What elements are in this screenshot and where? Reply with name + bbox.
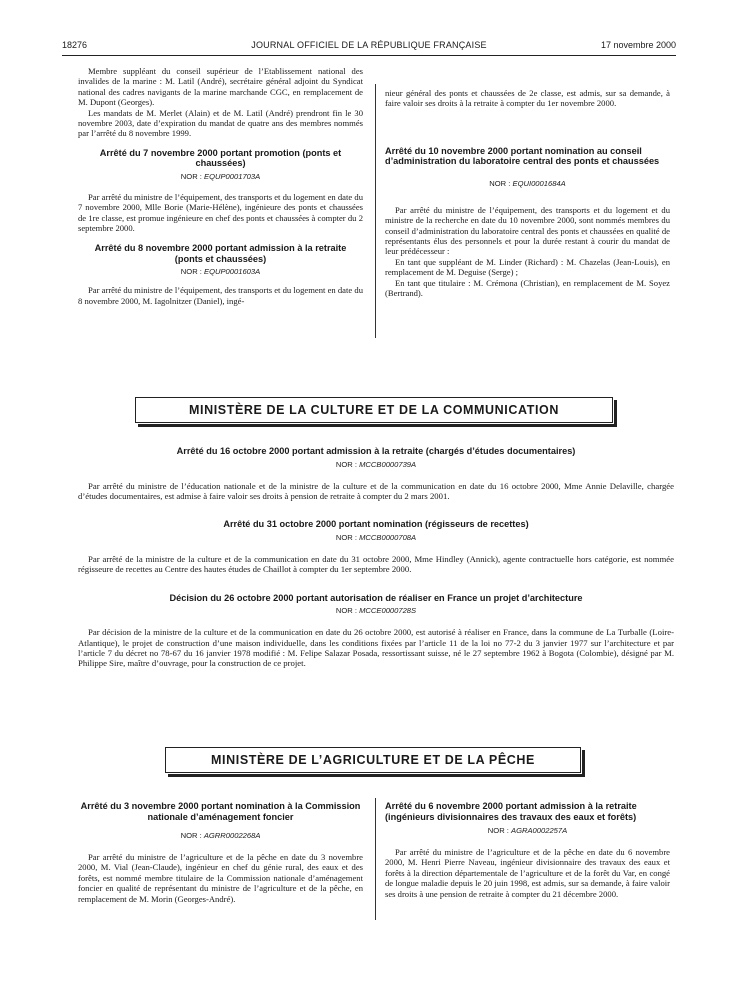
issue-date: 17 novembre 2000 <box>600 40 676 50</box>
column-divider <box>375 84 376 338</box>
nor-reference: NOR : MCCB0000739A <box>335 459 417 469</box>
paragraph: Par arrêté du ministre de l’agriculture et de la pêche en date du 6 novembre 2000, M. Henri Pierre Naveau, ingénieur divisionnaire des travaux des eaux et forêts à la direction départementale de l’agriculture et de la forêt du Var, en congé de longue maladie depuis le 20 juin 1998, est admis, sur sa demande, à faire valoir ses droits à une pension de retraite à compter du 21 décembre 2000. <box>385 847 670 899</box>
nor-reference: NOR : EQUP0001703A <box>180 171 261 181</box>
decree-title: Arrêté du 3 novembre 2000 portant nomination à la Commission nationale d’aménagement foncier <box>80 801 361 822</box>
paragraph: Par arrêté du ministre de l’équipement, des transports et du logement en date du 8 novembre 2000, M. Iagolnitzer (Daniel), ingé- <box>78 285 363 306</box>
nor-reference: NOR : AGRR0002268A <box>180 831 261 840</box>
column-divider <box>375 798 376 920</box>
paragraph: Par décision de la ministre de la culture et de la communication en date du 26 octobre 2000, est autorisé à réaliser en France, dans la commune de La Turballe (Loire-Atlantique), le projet de construction d’une maison individuelle, dans les conditions fixées par l’article 11 de la loi no 77-2 du 3 janvier 1977 sur l’architecture et par l’article 7 du décret no 78-67 du 16 janvier 1978 modifié : M. Felipe Salazar Posada, ressortissant suisse, né le 27 septembre 1962 à Bogota (Colombie), désigné par M. Philippe Sire, maître d’ouvrage, pour la construction de ce projet. <box>78 627 674 669</box>
paragraph: nieur général des ponts et chaussées de 2e classe, est admis, sur sa demande, à faire valoir ses droits à la retraite à compter du 1er novembre 2000. <box>385 88 670 109</box>
top-right-column <box>385 88 670 298</box>
nor-reference: NOR : EQUI0001684A <box>489 178 566 188</box>
nor-reference: NOR : AGRA0002257A <box>487 826 568 835</box>
decree-title: Arrêté du 31 octobre 2000 portant nomination (régisseurs de recettes) <box>223 519 529 530</box>
nor-reference: NOR : MCCB0000708A <box>335 532 417 542</box>
decree-title: Décision du 26 octobre 2000 portant autorisation de réaliser en France un projet d’architecture <box>169 592 583 603</box>
agri-right-column <box>385 801 670 899</box>
paragraph: Par arrêté du ministre de l’équipement, des transports et du logement et du ministre de la recherche en date du 10 novembre 2000, sont nommés membres du conseil d’administration du laboratoire central des ponts et chaussées en qualité de représentants élus des personnels et pour la durée restant à courir du mandat de leur prédécesseur : <box>385 204 670 257</box>
decree-title: Arrêté du 10 novembre 2000 portant nomination au conseil d’administration du laboratoire central des ponts et chaussées <box>385 145 660 167</box>
page-number: 18276 <box>62 40 88 50</box>
top-left-column <box>78 66 363 306</box>
paragraph: Par arrêté du ministre de l’agriculture et de la pêche en date du 3 novembre 2000, M. Vial (Jean-Claude), ingénieur en chef du génie rural, des eaux et des forêts, est nommé membre titulaire de la Commission nationale d’aménagement foncier en qualité de représentant du ministre de l’agriculture et de la pêche, en remplacement de M. Morin (Georges-André). <box>78 852 363 904</box>
nor-reference: NOR : MCCE0000728S <box>335 606 417 616</box>
agri-left-column <box>78 801 363 904</box>
decree-title: Arrêté du 7 novembre 2000 portant promotion (ponts et chaussées) <box>99 147 342 169</box>
decree-title: Arrêté du 6 novembre 2000 portant admission à la retraite (ingénieurs divisionnaires des travaux des eaux et forêts) <box>385 801 637 822</box>
paragraph: Les mandats de M. Merlet (Alain) et de M. Latil (André) prendront fin le 30 novembre 2003, date d’expiration du mandat de quatre ans des membres nommés par l’arrêté du 8 novembre 1999. <box>78 107 363 139</box>
paragraph: En tant que suppléant de M. Linder (Richard) : M. Chazelas (Jean-Louis), en remplacement de M. Deguise (Serge) ; <box>385 256 670 278</box>
paragraph: Par arrêté du ministre de l’équipement, des transports et du logement en date du 7 novembre 2000, Mlle Borie (Marie-Hélène), ingénieure des ponts et chaussées de 1re classe, est promue ingénieure en chef des ponts et chaussées à compter du 2 septembre 2000. <box>78 191 363 234</box>
paragraph: Par arrêté de la ministre de la culture et de la communication en date du 31 octobre 2000, Mme Hindley (Annick), agente contractuelle hors catégorie, est nommée régisseure de recettes au Centre des hautes études de Chaillot à compter du 1er septembre 2000. <box>78 553 674 575</box>
culture-section <box>78 446 674 669</box>
paragraph: Membre suppléant du conseil supérieur de l’Etablissement national des invalides de la marine : M. Latil (André), secrétaire général adjoint du Syndicat national des cadres navigants de la marine marchande CGC, en remplacement de M. Dupont (Georges). <box>78 66 363 108</box>
header-rule <box>62 55 676 56</box>
paragraph: Par arrêté du ministre de l’éducation nationale et de la ministre de la culture et de la communication en date du 16 octobre 2000, Mme Annie Delaville, chargée d’études documentaires, est admise à faire valoir ses droits à pension de retraite à compter du 2 mars 2001. <box>78 480 674 501</box>
journal-title: JOURNAL OFFICIEL DE LA RÉPUBLIQUE FRANÇAISE <box>251 40 487 50</box>
decree-title: Arrêté du 8 novembre 2000 portant admission à la retraite (ponts et chaussées) <box>94 243 347 264</box>
ministry-heading: MINISTÈRE DE L’AGRICULTURE ET DE LA PÊCHE <box>165 747 581 773</box>
page-header <box>62 40 676 54</box>
nor-reference: NOR : EQUP0001603A <box>180 267 261 277</box>
ministry-heading: MINISTÈRE DE LA CULTURE ET DE LA COMMUNICATION <box>135 397 613 423</box>
decree-title: Arrêté du 16 octobre 2000 portant admission à la retraite (chargés d’études documentaires) <box>176 446 576 456</box>
paragraph: En tant que titulaire : M. Crémona (Christian), en remplacement de M. Soyez (Bertrand). <box>385 277 670 299</box>
